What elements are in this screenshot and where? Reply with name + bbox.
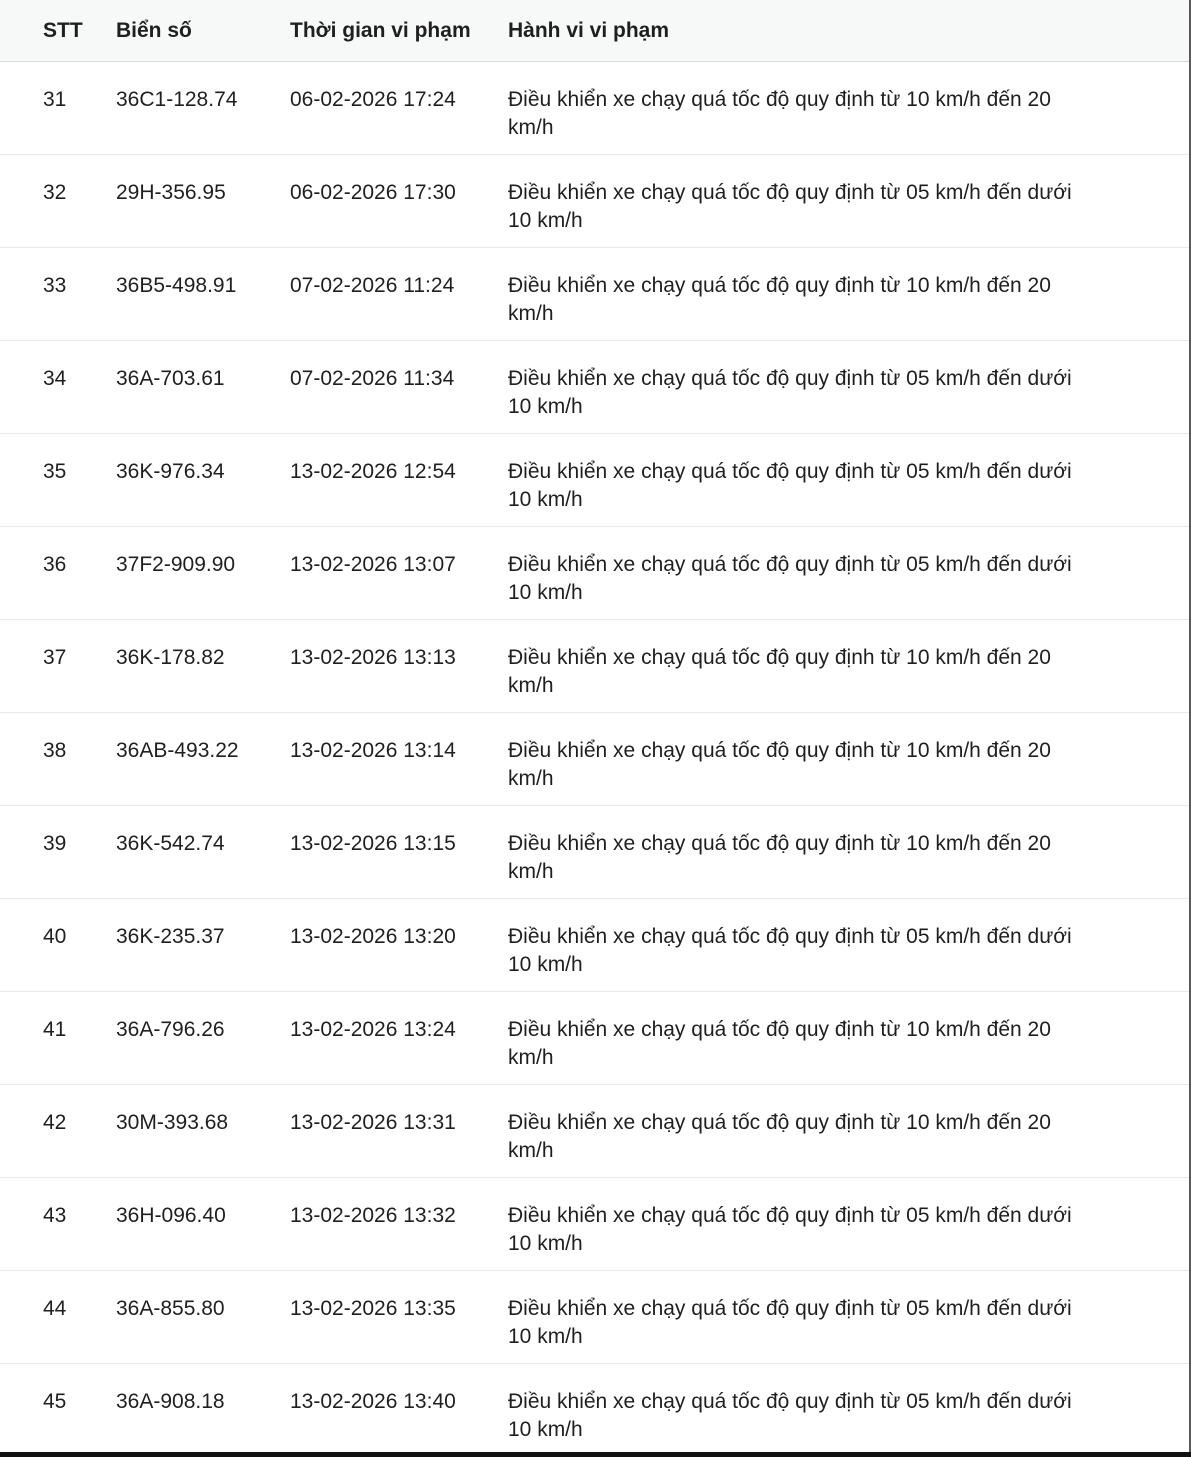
cell-hanh-vi bbox=[508, 830, 1189, 886]
cell-hanh-vi bbox=[508, 923, 1189, 979]
table-row bbox=[0, 1178, 1189, 1271]
cell-stt: 44 bbox=[43, 1297, 67, 1320]
cell-thoi-gian: 13-02-2026 13:31 bbox=[290, 1111, 456, 1134]
violation-text-line1: Điều khiển xe chạy quá tốc độ quy định từ 05 km/h đến dưới bbox=[508, 553, 1072, 576]
cell-thoi-gian: 13-02-2026 13:40 bbox=[290, 1390, 456, 1413]
cell-stt: 40 bbox=[43, 925, 67, 948]
cell-stt: 33 bbox=[43, 274, 67, 297]
violation-text-line1: Điều khiển xe chạy quá tốc độ quy định từ 05 km/h đến dưới bbox=[508, 1204, 1072, 1227]
violation-text-line2: km/h bbox=[508, 767, 554, 790]
window-bottom-edge bbox=[0, 1452, 1191, 1457]
table-body bbox=[0, 62, 1189, 1457]
table-row bbox=[0, 155, 1189, 248]
violation-text-line2: 10 km/h bbox=[508, 1418, 583, 1441]
table-row bbox=[0, 1271, 1189, 1364]
cell-bien-so: 36K-178.82 bbox=[116, 646, 225, 669]
cell-stt: 38 bbox=[43, 739, 67, 762]
table-row bbox=[0, 713, 1189, 806]
cell-bien-so: 36K-976.34 bbox=[116, 460, 225, 483]
cell-hanh-vi bbox=[508, 1388, 1189, 1444]
cell-thoi-gian: 13-02-2026 13:32 bbox=[290, 1204, 456, 1227]
violation-text-line2: 10 km/h bbox=[508, 581, 583, 604]
cell-thoi-gian: 13-02-2026 13:13 bbox=[290, 646, 456, 669]
cell-stt: 31 bbox=[43, 88, 67, 111]
table-row bbox=[0, 806, 1189, 899]
violation-text-line2: 10 km/h bbox=[508, 209, 583, 232]
cell-bien-so: 36K-542.74 bbox=[116, 832, 225, 855]
column-header-thoi-gian: Thời gian vi phạm bbox=[290, 18, 471, 42]
cell-stt: 41 bbox=[43, 1018, 67, 1041]
cell-hanh-vi bbox=[508, 1109, 1189, 1165]
cell-stt: 34 bbox=[43, 367, 67, 390]
cell-hanh-vi bbox=[508, 1202, 1189, 1258]
table-row bbox=[0, 62, 1189, 155]
cell-hanh-vi bbox=[508, 644, 1189, 700]
cell-hanh-vi bbox=[508, 737, 1189, 793]
cell-stt: 39 bbox=[43, 832, 67, 855]
violation-text-line2: 10 km/h bbox=[508, 488, 583, 511]
cell-bien-so: 36A-855.80 bbox=[116, 1297, 225, 1320]
cell-thoi-gian: 06-02-2026 17:30 bbox=[290, 181, 456, 204]
violation-text-line1: Điều khiển xe chạy quá tốc độ quy định từ 10 km/h đến 20 bbox=[508, 1111, 1051, 1134]
violation-text-line1: Điều khiển xe chạy quá tốc độ quy định từ 05 km/h đến dưới bbox=[508, 925, 1072, 948]
violation-text-line2: km/h bbox=[508, 674, 554, 697]
cell-bien-so: 36B5-498.91 bbox=[116, 274, 237, 297]
violation-text-line1: Điều khiển xe chạy quá tốc độ quy định từ 10 km/h đến 20 bbox=[508, 274, 1051, 297]
cell-thoi-gian: 13-02-2026 13:07 bbox=[290, 553, 456, 576]
cell-thoi-gian: 13-02-2026 13:20 bbox=[290, 925, 456, 948]
violation-text-line2: km/h bbox=[508, 1139, 554, 1162]
violation-text-line1: Điều khiển xe chạy quá tốc độ quy định từ 10 km/h đến 20 bbox=[508, 88, 1051, 111]
table-row bbox=[0, 248, 1189, 341]
cell-bien-so: 36A-908.18 bbox=[116, 1390, 225, 1413]
table-row bbox=[0, 620, 1189, 713]
violation-text-line1: Điều khiển xe chạy quá tốc độ quy định từ 10 km/h đến 20 bbox=[508, 1018, 1051, 1041]
violation-text-line1: Điều khiển xe chạy quá tốc độ quy định từ 05 km/h đến dưới bbox=[508, 367, 1072, 390]
cell-thoi-gian: 13-02-2026 13:35 bbox=[290, 1297, 456, 1320]
column-header-stt: STT bbox=[43, 18, 83, 42]
violation-text-line2: 10 km/h bbox=[508, 953, 583, 976]
table-row bbox=[0, 1364, 1189, 1457]
table-row bbox=[0, 1085, 1189, 1178]
cell-stt: 37 bbox=[43, 646, 67, 669]
cell-hanh-vi bbox=[508, 86, 1189, 142]
violation-text-line2: 10 km/h bbox=[508, 395, 583, 418]
cell-thoi-gian: 13-02-2026 12:54 bbox=[290, 460, 456, 483]
cell-thoi-gian: 13-02-2026 13:15 bbox=[290, 832, 456, 855]
violation-text-line1: Điều khiển xe chạy quá tốc độ quy định từ 05 km/h đến dưới bbox=[508, 1297, 1072, 1320]
cell-hanh-vi bbox=[508, 1016, 1189, 1072]
table-row bbox=[0, 527, 1189, 620]
cell-bien-so: 36H-096.40 bbox=[116, 1204, 226, 1227]
table-header-row bbox=[0, 0, 1189, 62]
cell-stt: 42 bbox=[43, 1111, 67, 1134]
cell-thoi-gian: 13-02-2026 13:24 bbox=[290, 1018, 456, 1041]
cell-bien-so: 29H-356.95 bbox=[116, 181, 226, 204]
cell-thoi-gian: 06-02-2026 17:24 bbox=[290, 88, 456, 111]
table-row bbox=[0, 899, 1189, 992]
violation-text-line2: 10 km/h bbox=[508, 1232, 583, 1255]
cell-bien-so: 37F2-909.90 bbox=[116, 553, 236, 576]
cell-hanh-vi bbox=[508, 1295, 1189, 1351]
cell-thoi-gian: 07-02-2026 11:24 bbox=[290, 274, 455, 297]
cell-stt: 32 bbox=[43, 181, 67, 204]
cell-hanh-vi bbox=[508, 272, 1189, 328]
violation-text-line2: km/h bbox=[508, 860, 554, 883]
violation-text-line2: km/h bbox=[508, 1046, 554, 1069]
cell-bien-so: 30M-393.68 bbox=[116, 1111, 229, 1134]
cell-thoi-gian: 13-02-2026 13:14 bbox=[290, 739, 456, 762]
violation-text-line1: Điều khiển xe chạy quá tốc độ quy định từ 05 km/h đến dưới bbox=[508, 181, 1072, 204]
violation-text-line1: Điều khiển xe chạy quá tốc độ quy định từ 05 km/h đến dưới bbox=[508, 1390, 1072, 1413]
violation-text-line2: km/h bbox=[508, 302, 554, 325]
table-row bbox=[0, 434, 1189, 527]
cell-hanh-vi bbox=[508, 179, 1189, 235]
violation-text-line1: Điều khiển xe chạy quá tốc độ quy định từ 05 km/h đến dưới bbox=[508, 460, 1072, 483]
cell-hanh-vi bbox=[508, 365, 1189, 421]
cell-bien-so: 36K-235.37 bbox=[116, 925, 225, 948]
table-row bbox=[0, 341, 1189, 434]
cell-thoi-gian: 07-02-2026 11:34 bbox=[290, 367, 455, 390]
violation-text-line1: Điều khiển xe chạy quá tốc độ quy định từ 10 km/h đến 20 bbox=[508, 646, 1051, 669]
table-row bbox=[0, 992, 1189, 1085]
cell-bien-so: 36A-796.26 bbox=[116, 1018, 225, 1041]
cell-stt: 43 bbox=[43, 1204, 67, 1227]
cell-bien-so: 36A-703.61 bbox=[116, 367, 225, 390]
cell-stt: 45 bbox=[43, 1390, 67, 1413]
cell-stt: 36 bbox=[43, 553, 67, 576]
cell-bien-so: 36C1-128.74 bbox=[116, 88, 238, 111]
violation-text-line1: Điều khiển xe chạy quá tốc độ quy định từ 10 km/h đến 20 bbox=[508, 739, 1051, 762]
column-header-bien-so: Biển số bbox=[116, 18, 192, 42]
cell-hanh-vi bbox=[508, 458, 1189, 514]
cell-hanh-vi bbox=[508, 551, 1189, 607]
violation-text-line2: 10 km/h bbox=[508, 1325, 583, 1348]
column-header-hanh-vi: Hành vi vi phạm bbox=[508, 18, 670, 42]
cell-stt: 35 bbox=[43, 460, 67, 483]
violation-text-line1: Điều khiển xe chạy quá tốc độ quy định từ 10 km/h đến 20 bbox=[508, 832, 1051, 855]
violation-text-line2: km/h bbox=[508, 116, 554, 139]
cell-bien-so: 36AB-493.22 bbox=[116, 739, 239, 762]
